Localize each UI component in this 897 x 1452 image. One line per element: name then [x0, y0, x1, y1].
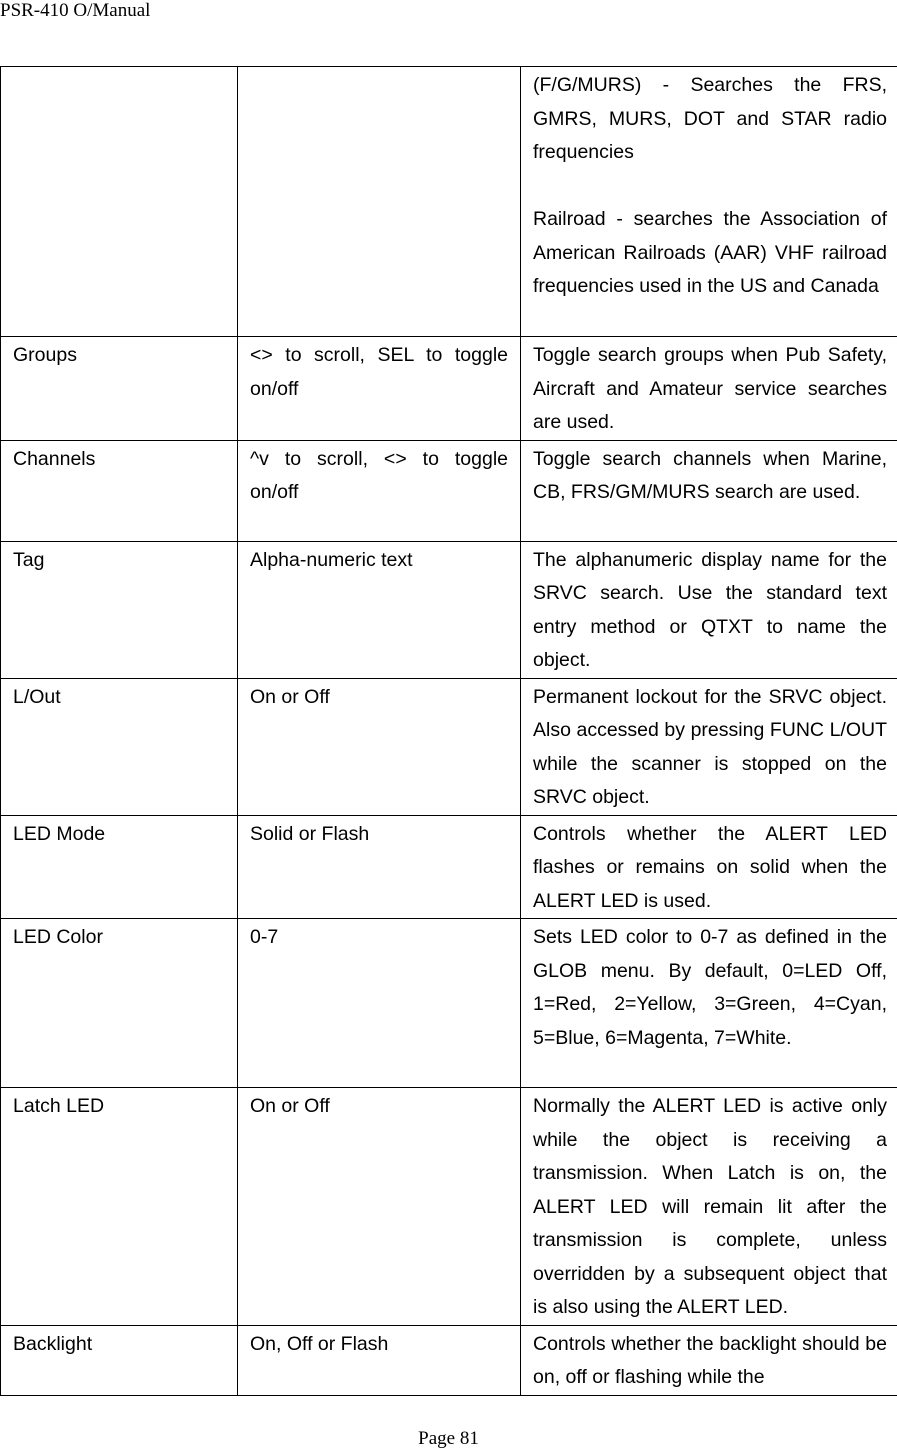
paragraph-spacer	[533, 170, 887, 204]
cell-setting: LED Mode	[1, 815, 238, 919]
cell-setting: Tag	[1, 541, 238, 678]
table-row-continuation	[1, 67, 897, 337]
table-row	[1, 440, 897, 541]
cell-options: On or Off	[238, 678, 521, 815]
table-row	[1, 1088, 897, 1326]
table-row	[1, 815, 897, 919]
cell-options: Solid or Flash	[238, 815, 521, 919]
table-row	[1, 678, 897, 815]
table-row	[1, 1325, 897, 1395]
cell-description: Toggle search groups when Pub Safety, Aircraft and Amateur service searches are used.	[521, 337, 897, 441]
page-header: PSR-410 O/Manual	[0, 0, 151, 21]
table-row	[1, 541, 897, 678]
description-paragraph: (F/G/MURS) - Searches the FRS, GMRS, MURS, DOT and STAR radio frequencies	[533, 74, 887, 163]
cell-description: Toggle search channels when Marine, CB, FRS/GM/MURS search are used.	[521, 440, 897, 541]
cell-options: On or Off	[238, 1088, 521, 1326]
cell-description: Controls whether the backlight should be on, off or flashing while the	[521, 1325, 897, 1395]
cell-description-continuation	[521, 67, 897, 337]
cell-options-empty	[238, 67, 521, 337]
cell-description: The alphanumeric display name for the SRVC search. Use the standard text entry method or QTXT to name the object.	[521, 541, 897, 678]
cell-options: <> to scroll, SEL to toggle on/off	[238, 337, 521, 441]
cell-description: Sets LED color to 0-7 as defined in the GLOB menu. By default, 0=LED Off, 1=Red, 2=Yellow, 3=Green, 4=Cyan, 5=Blue, 6=Magenta, 7=White.	[521, 919, 897, 1088]
cell-setting: Backlight	[1, 1325, 238, 1395]
table-row	[1, 919, 897, 1088]
cell-setting: LED Color	[1, 919, 238, 1088]
cell-setting: Latch LED	[1, 1088, 238, 1326]
page-number: Page 81	[418, 1428, 479, 1449]
cell-setting: Channels	[1, 440, 238, 541]
cell-options: ^v to scroll, <> to toggle on/off	[238, 440, 521, 541]
cell-options: 0-7	[238, 919, 521, 1088]
table-row	[1, 337, 897, 441]
description-paragraph: Railroad - searches the Association of American Railroads (AAR) VHF railroad frequencies used in the US and Canada	[533, 208, 887, 297]
cell-options: Alpha-numeric text	[238, 541, 521, 678]
cell-setting-empty	[1, 67, 238, 337]
cell-description: Permanent lockout for the SRVC object. Also accessed by pressing FUNC L/OUT while the scanner is stopped on the SRVC object.	[521, 678, 897, 815]
cell-setting: Groups	[1, 337, 238, 441]
cell-setting: L/Out	[1, 678, 238, 815]
cell-options: On, Off or Flash	[238, 1325, 521, 1395]
cell-description: Normally the ALERT LED is active only while the object is receiving a transmission. When Latch is on, the ALERT LED will remain lit after the transmission is complete, unless overridden by a subsequent object that is also using the ALERT LED.	[521, 1088, 897, 1326]
settings-table	[0, 66, 897, 1396]
cell-description: Controls whether the ALERT LED flashes or remains on solid when the ALERT LED is used.	[521, 815, 897, 919]
